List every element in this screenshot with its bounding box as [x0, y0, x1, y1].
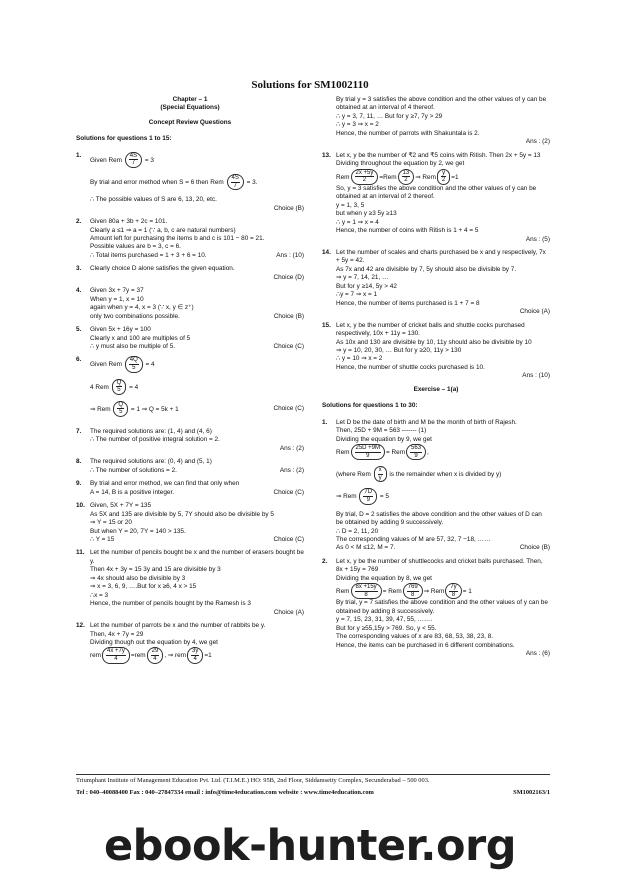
text: rem [90, 652, 102, 660]
answer: Ans : (10) [276, 251, 304, 259]
text-line: ⇒ y = 7, 14, 21, … [336, 274, 389, 282]
fraction [351, 583, 382, 599]
question-14 [322, 249, 550, 317]
numerator: 29 [151, 648, 159, 655]
text: As 0 < M ≤12, M = 7. [336, 544, 396, 552]
exercise-question-1 [322, 419, 550, 553]
text-line: Hence, the items can be purchased in 6 different combinations. [336, 641, 515, 649]
text-line: By trial, y = 7 satisfies the above condition and the other values of y can be obtained by adding 8 successively. [336, 599, 548, 615]
text-line: Dividing the equation by 9, we get [336, 435, 432, 443]
fraction [445, 583, 461, 599]
footer-address: Triumphant Institute of Management Education Pvt. Ltd. (T.I.M.E.) HO: 95B, 2nd Floor, Siddamsetty Complex, Secunderabad – 500 003. [76, 777, 430, 784]
footer-contact: Tel : 040–40088400 Fax : 040–27847334 email : info@time4education.com website : www.time4education.com [76, 789, 374, 797]
numerator: 4Q [129, 357, 138, 364]
text-line: again when y = 4, x = 3 (∵ x, y ∈ z⁺) [90, 304, 194, 312]
text-line: y = 7, 15, 23, 31, 39, 47, 55, ……. [336, 616, 433, 624]
text-line: Then, 4x + 7y = 29 [90, 630, 144, 638]
text-line: ⇒ 4x should also be divisible by 3 [90, 574, 186, 582]
question-number: 13. [322, 151, 331, 159]
equation-line [336, 488, 550, 504]
text-line: Amount left for purchasing the items b and c is 101 − 80 = 21. [90, 235, 265, 242]
text: =1 [451, 173, 459, 181]
denominator: y [378, 474, 382, 481]
question-number: 2. [76, 218, 82, 226]
answer: Choice (B) [273, 312, 304, 320]
text-line: ∴ The possible values of S are 6, 13, 20, etc. [90, 196, 217, 204]
text-line: So, y = 3 satisfies the above condition and the other values of y can be obtained at an interval of 2 thereof. [336, 184, 537, 201]
fraction [351, 169, 379, 185]
fraction [398, 169, 415, 185]
text: = 4 [129, 383, 139, 391]
numerator: 563 [411, 445, 422, 452]
numerator: 8x +15y [355, 584, 377, 591]
equation-line [336, 169, 550, 185]
text-line [336, 544, 550, 552]
question-7 [76, 428, 304, 453]
text: ⇒ Rem [423, 588, 445, 596]
answer: Choice (A) [273, 608, 304, 616]
answer: Ans : (10) [522, 372, 550, 380]
text: Rem [336, 448, 350, 456]
text-line: Let the number of pencils bought be x and the number of erasers bought be y. [90, 549, 304, 565]
question-13 [322, 152, 550, 244]
answer: Choice (B) [273, 204, 304, 212]
denominator: 4 [153, 656, 157, 663]
fraction [359, 488, 377, 504]
text-line: By trial, D = 2 satisfies the above condition and the other values of D can be obtained by adding 9 successively. [336, 510, 542, 527]
text-line: but when y ≥3 5y ≥13 [336, 210, 397, 218]
text-line: But when Y = 20, 7Y = 140 > 135. [90, 527, 186, 535]
left-column [76, 96, 304, 669]
text: = Rem [386, 448, 406, 456]
text-line: y = 1, 3, 5 [336, 201, 365, 209]
question-number: 4. [76, 287, 82, 295]
text-line: Dividing the equation by 8, we get [336, 574, 432, 582]
text-line: ∴ y = 10 ⇒ x = 2 [336, 355, 383, 363]
question-12 [76, 622, 304, 664]
fraction [403, 583, 423, 599]
section-heading: Concept Review Questions [148, 118, 232, 126]
question-number: 3. [76, 265, 82, 273]
text: = Rem [382, 588, 402, 596]
text: Rem [336, 588, 350, 596]
text: Rem [336, 173, 350, 181]
numerator: Q [116, 379, 122, 386]
numerator: 3y [192, 648, 199, 655]
text-line: Hence, the number of coins with Ritish is 1 + 4 = 5 [336, 227, 479, 235]
denominator: 8 [411, 591, 415, 598]
question-number: 5. [76, 326, 82, 334]
denominator: 9 [366, 452, 370, 459]
text-line: Given 5x + 16y = 100 [90, 326, 151, 334]
text-line: Let x, y be the number of cricket balls and shuttle cocks purchased respectively, 10x + 11y = 130. [336, 321, 525, 338]
denominator: 2 [441, 177, 446, 184]
text-line: Let the number of scales and charts purchased be x and y respectively, 7x + 5y = 42. [336, 248, 546, 265]
text-line: Dividing though out the equation by 4, we get [90, 638, 218, 646]
question-number: 1. [322, 418, 328, 426]
text-line: Let the number of parrots be x and the number of rabbits be y. [90, 622, 266, 630]
text: ∴ Total items purchased = 1 + 3 + 6 = 10. [90, 251, 207, 259]
answer: Choice (A) [519, 308, 550, 316]
equation-line [336, 583, 550, 599]
text-line: Hence, the number of pencils bought by the Ramesh is 3 [90, 600, 251, 608]
equation-line [336, 444, 550, 460]
text-line: Hence, the number of shuttle cocks purchased is 10. [336, 363, 485, 371]
numerator: Q [118, 401, 124, 408]
numerator: 7D [364, 489, 373, 496]
answer: Choice (C) [273, 342, 304, 350]
question-10 [76, 502, 304, 544]
fraction [147, 647, 164, 663]
answer: Ans : (2) [279, 444, 304, 452]
numerator: x [378, 467, 382, 474]
text-line: Let D be the date of birth and M be the month of birth of Rajesh. [336, 418, 517, 426]
text-line: ∴ y = 3, 7, 11, … But for y ≥7, 7y > 29 [336, 112, 443, 120]
answer: Ans : (2) [279, 466, 304, 474]
right-column [322, 96, 550, 664]
text-line: ⇒ Y = 15 or 20 [90, 519, 132, 527]
subsection-heading: Solutions for questions 1 to 15: [76, 135, 172, 143]
numerator: 2x +5y [355, 169, 374, 176]
text: ∴ Y = 15 [90, 535, 115, 543]
text-line [90, 343, 304, 351]
text-line: Clearly x and 100 are multiples of 5 [90, 334, 191, 342]
exercise-heading: Exercise – 1(a) [413, 385, 459, 393]
chapter-subheading: (Special Equations) [160, 104, 220, 112]
question-number: 14. [322, 248, 331, 256]
denominator: 7 [131, 160, 136, 167]
denominator: 4 [193, 656, 197, 663]
text-line: Possible values are b = 3, c = 6. [90, 243, 181, 251]
text-line: By trial y = 3 satisfies the above condition and the other values of y can be obtained at an interval of 4 thereof. [336, 96, 547, 112]
denominator: 8 [451, 591, 456, 598]
question-12-continued [322, 96, 550, 147]
question-number: 8. [76, 458, 82, 466]
answer: Ans : (5) [525, 235, 550, 243]
text: = 1 ⇒ Q = 5k + 1 [130, 405, 179, 413]
text-line [90, 536, 304, 544]
fraction [125, 356, 143, 372]
text: ⇒ Rem [415, 173, 436, 181]
fraction [227, 174, 244, 190]
text-line: ∴ y = 1 ⇒ x = 4 [336, 218, 379, 226]
question-number: 6. [76, 356, 82, 364]
text: Given Rem [90, 156, 122, 164]
denominator: 8 [364, 591, 368, 598]
text-line: Given 3x + 7y = 37 [90, 287, 144, 295]
text-line: Let x, y be the number of ₹2 and ₹5 coins with Ritish. Then 2x + 5y = 13 [336, 151, 541, 159]
fraction [125, 152, 142, 168]
fraction [102, 647, 130, 663]
equation-line [90, 152, 304, 168]
equation-line [336, 466, 550, 482]
denominator: 5 [119, 409, 123, 416]
denominator: 5 [132, 365, 136, 372]
question-8 [76, 458, 304, 475]
exercise-question-2 [322, 558, 550, 659]
denominator: 5 [117, 387, 121, 394]
text-line: Clearly choice D alone satisfies the given equation. [90, 265, 235, 273]
footer-code: SM1002163/1 [513, 789, 550, 797]
text-line: But for y ≥55,15y > 769. So, y < 55. [336, 624, 437, 632]
text: = 3 [144, 156, 154, 164]
text-line: ∴x = 3 [90, 591, 109, 599]
question-number: 15. [322, 321, 331, 329]
text-line [90, 489, 304, 497]
text: By trial and error method when S = 6 then Rem [90, 178, 224, 186]
fraction [406, 444, 426, 460]
answer: Choice (C) [273, 404, 304, 412]
question-4 [76, 287, 304, 321]
question-5 [76, 326, 304, 351]
text-line: Hence, the number of parrots with Shakuntala is 2. [336, 129, 480, 137]
text: ∴ The number of solutions = 2. [90, 466, 177, 474]
text-line: When y = 1, x = 10 [90, 295, 144, 303]
chapter-heading: Chapter – 1 [172, 96, 208, 103]
text-line [90, 467, 304, 475]
text: =1 [204, 652, 212, 660]
text-line: By trial and error method, we can find that only when [90, 480, 240, 488]
text-line: ⇒ x = 3, 6, 9, ….But for x ≥6, 4 x > 15 [90, 583, 197, 591]
denominator: 2 [404, 177, 408, 184]
text: = 5 [379, 493, 389, 501]
numerator: 769 [407, 584, 418, 591]
answer: Choice (C) [273, 535, 304, 543]
numerator: 25D +9M [355, 445, 381, 452]
numerator: 4S [231, 175, 239, 181]
text-line: As 7x and 42 are divisible by 7, 5y should also be divisible by 7. [336, 265, 517, 273]
text-line: ∴ D = 2, 11, 20 [336, 527, 379, 535]
text-line: Clearly a ≤1 ⇒ a = 1 (∵ a, b, c are natural numbers) [90, 226, 236, 234]
equation-line [90, 356, 304, 372]
question-15 [322, 322, 550, 381]
text-line: Let x, y be the number of shuttlecocks and cricket balls purchased. Then, 8x + 15y = 769 [336, 557, 543, 574]
answer: Choice (C) [273, 488, 304, 496]
text: , [427, 448, 429, 456]
text-line [90, 252, 304, 260]
answer: Choice (D) [273, 273, 304, 281]
text: =rem [130, 652, 146, 660]
text: only two combinations possible. [90, 312, 180, 320]
fraction [113, 401, 128, 417]
question-3 [76, 265, 304, 282]
page-title: Solutions for SM1002110 [251, 79, 369, 91]
denominator: 2 [362, 177, 367, 184]
text-line: Then, 25D + 9M = 563 ------- (1) [336, 427, 427, 435]
denominator: 9 [414, 452, 418, 459]
footer-contact-row [76, 789, 550, 797]
text-line: The corresponding values of x are 83, 68, 53, 38, 23, 8. [336, 633, 494, 641]
text-line: The required solutions are: (1, 4) and (4, 6) [90, 428, 212, 435]
answer: Ans : (6) [525, 650, 550, 658]
question-2 [76, 218, 304, 260]
denominator: 4 [114, 656, 118, 663]
text-line: ∴y = 7 ⇒ x = 1 [336, 291, 378, 299]
equation-line [90, 379, 304, 395]
text: is the remainder when x is divided by y) [389, 471, 502, 479]
page-footer [76, 774, 550, 798]
text: ⇒ Rem [90, 405, 111, 413]
text: , ⇒ rem [164, 652, 186, 660]
text-line: Then 4x + 3y = 15 3y and 15 are divisible by 3 [90, 566, 221, 574]
text-line: ⇒ y = 10, 20, 30, … But for y ≥20, 11y > 130 [336, 346, 462, 354]
answer: Ans : (2) [525, 138, 550, 146]
text-line: The corresponding values of M are 57, 32, 7 −18, …… [336, 535, 491, 543]
question-number: 11. [76, 549, 85, 557]
text-line: Dividing throughout the equation by 2, we get [336, 160, 465, 168]
text: (where Rem [336, 471, 371, 479]
question-1 [76, 152, 304, 213]
text-line: As 10x and 130 are divisible by 10, 11y should also be divisible by 10 [336, 338, 532, 346]
text: = 3. [246, 178, 258, 186]
numerator: 4S [129, 152, 138, 159]
numerator: y [442, 169, 446, 176]
text: =Rem [379, 173, 397, 181]
text: 4 Rem [90, 383, 109, 391]
text-line [90, 313, 304, 321]
question-11 [76, 549, 304, 617]
text-line: As 5X and 135 are divisible by 5, 7Y should also be divisible by 5 [90, 510, 274, 518]
text-line: Given 80a + 3b + 2c = 101. [90, 218, 168, 226]
equation-line [90, 647, 304, 663]
text: A = 14, B is a positive integer. [90, 488, 175, 496]
text-line: ∴ The number of positive integral solution = 2. [90, 436, 220, 444]
watermark: ebook-hunter.org [104, 821, 516, 871]
text-line: But for y ≥14, 5y > 42 [336, 282, 397, 290]
text-line: The required solutions are: (0, 4) and (5, 1) [90, 458, 212, 466]
fraction [437, 169, 450, 185]
answer: Choice (B) [519, 544, 550, 552]
text: = 1 [462, 588, 472, 596]
question-number: 10. [76, 502, 85, 510]
equation-line [90, 174, 304, 190]
fraction [374, 466, 387, 482]
denominator: 7 [233, 182, 237, 189]
numerator: 4x +7y [107, 648, 125, 655]
subsection-heading: Solutions for questions 1 to 30: [322, 402, 418, 410]
question-number: 1. [76, 151, 82, 159]
numerator: 13 [402, 169, 410, 176]
text: = 4 [145, 361, 155, 369]
fraction [351, 444, 386, 460]
text: ∴ y must also be multiple of 5. [90, 342, 176, 350]
numerator: 7y [450, 584, 457, 591]
text: Given Rem [90, 361, 122, 369]
question-number: 9. [76, 480, 82, 488]
denominator: 9 [366, 497, 370, 504]
question-6 [76, 356, 304, 417]
question-number: 12. [76, 622, 85, 630]
fraction [187, 647, 203, 663]
equation-line [90, 401, 304, 417]
text-line: Given, 5X + 7Y = 135 [90, 502, 151, 510]
fraction [112, 379, 127, 395]
question-number: 2. [322, 557, 328, 565]
question-9 [76, 480, 304, 497]
text: ⇒ Rem [336, 493, 357, 501]
question-number: 7. [76, 428, 82, 435]
text-line: ∴ y = 3 ⇒ x = 2 [336, 121, 379, 129]
text-line: Hence, the number of items purchased is 1 + 7 = 8 [336, 299, 480, 307]
